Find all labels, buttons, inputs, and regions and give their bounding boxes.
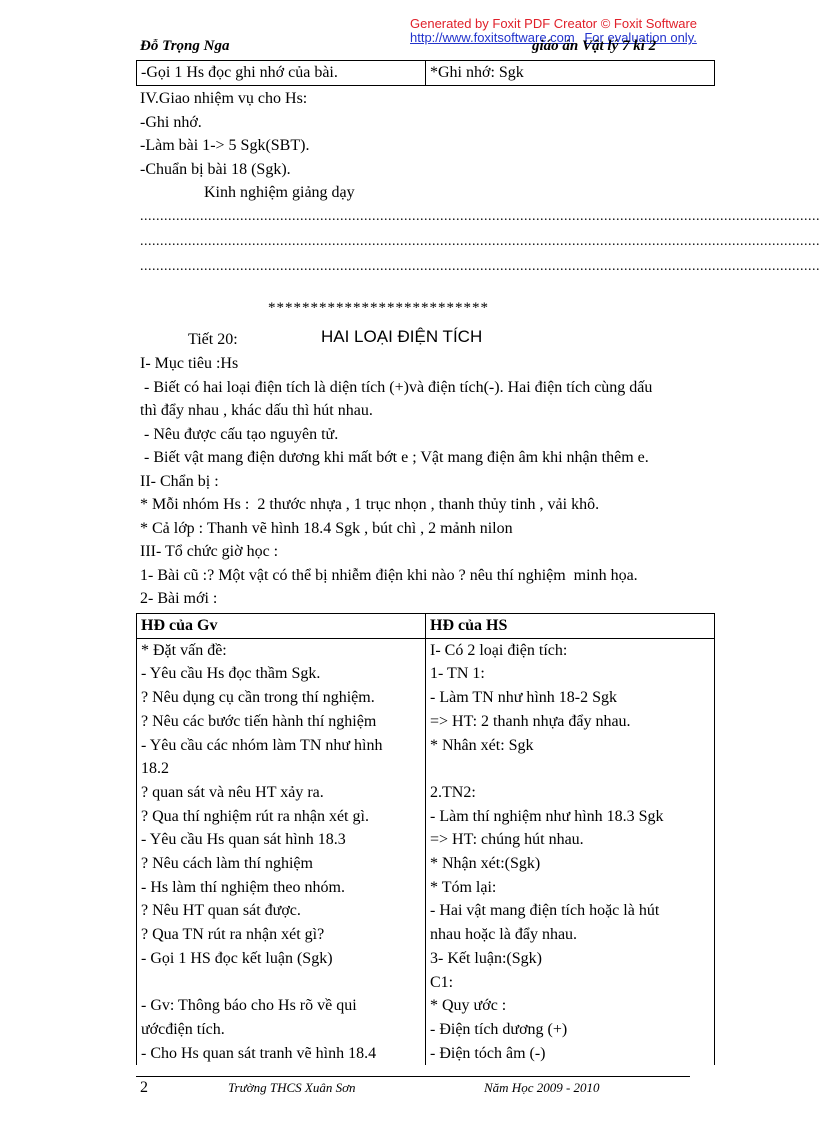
student-activity-line: I- Có 2 loại điện tích: — [430, 641, 568, 659]
dotted-line: .......................................................................................................................................................................... — [140, 259, 820, 274]
watermark-note[interactable]: For evaluation only. — [584, 30, 697, 45]
teacher-activity-line: 18.2 — [141, 760, 169, 778]
activity-table — [136, 613, 715, 1065]
header-subject: giáo án Vật lý 7 kì 2 — [532, 38, 657, 54]
lesson-title: HAI LOẠI ĐIỆN TÍCH — [321, 327, 483, 346]
body-line: 1- Bài cũ :? Một vật có thể bị nhiễm điện khi nào ? nêu thí nghiệm minh họa. — [140, 566, 638, 584]
teacher-activity-line: ? Nêu HT quan sát được. — [141, 902, 301, 920]
section-iv-line: -Ghi nhớ. — [140, 113, 202, 131]
body-line: I- Mục tiêu :Hs — [140, 355, 239, 372]
experience-label: Kinh nghiệm giảng dạy — [204, 184, 355, 201]
student-activity-line: - Làm thí nghiệm như hình 18.3 Sgk — [430, 807, 664, 825]
student-activity-line: - Điện tích dương (+) — [430, 1020, 568, 1038]
body-line: - Biết vật mang điện dương khi mất bớt e ; Vật mang điện âm khi nhận thêm e. — [140, 449, 649, 466]
student-activity-line: => HT: 2 thanh nhựa đẩy nhau. — [430, 712, 631, 730]
watermark-line: Generated by Foxit PDF Creator © Foxit Software — [410, 16, 698, 31]
footer-school: Trường THCS Xuân Sơn — [228, 1080, 356, 1095]
student-activity-line: * Nhân xét: Sgk — [430, 736, 534, 754]
body-line: 2- Bài mới : — [140, 590, 218, 607]
student-activity-line: 3- Kết luận:(Sgk) — [430, 949, 542, 967]
student-column-header: HĐ của HS — [426, 614, 715, 639]
teacher-activity-line: ? Qua thí nghiệm rút ra nhận xét gì. — [141, 807, 369, 825]
teacher-activity-line: - Yêu cầu các nhóm làm TN như hình — [141, 736, 383, 754]
section-iv-line: -Làm bài 1-> 5 Sgk(SBT). — [140, 137, 310, 154]
teacher-activity-line: ướcđiện tích. — [141, 1020, 225, 1038]
lesson-body — [140, 352, 720, 611]
section-iv-line: -Chuẩn bị bài 18 (Sgk). — [140, 160, 291, 178]
top-table-left: -Gọi 1 Hs đọc ghi nhớ của bài. — [137, 61, 426, 86]
student-activity-line: => HT: chúng hút nhau. — [430, 831, 584, 849]
teacher-activity-line: ? quan sát và nêu HT xảy ra. — [141, 783, 324, 801]
teacher-activity-line: - Yêu cầu Hs quan sát hình 18.3 — [141, 831, 346, 849]
top-table — [136, 60, 715, 86]
student-activity-line: * Quy ước : — [430, 997, 507, 1015]
teacher-activity-line: * Đặt vấn đề: — [141, 641, 227, 659]
dotted-line: .......................................................................................................................................................................... — [140, 234, 820, 249]
body-line: - Nêu được cấu tạo nguyên tử. — [140, 425, 339, 443]
student-activity-line: * Nhận xét:(Sgk) — [430, 855, 541, 873]
top-table-right: *Ghi nhớ: Sgk — [426, 61, 715, 86]
student-activity-line: * Tóm lại: — [430, 878, 497, 896]
teacher-activity-line: ? Qua TN rút ra nhận xét gì? — [141, 926, 325, 944]
student-activities — [426, 638, 715, 1065]
teacher-column-header: HĐ của Gv — [137, 614, 426, 639]
footer-rule — [136, 1076, 690, 1077]
teacher-activity-line: - Hs làm thí nghiệm theo nhóm. — [141, 878, 345, 896]
body-line: * Cả lớp : Thanh vẽ hình 18.4 Sgk , bút chì , 2 mảnh nilon — [140, 519, 513, 537]
teacher-activity-line: - Yêu cầu Hs đọc thầm Sgk. — [141, 665, 321, 683]
student-activity-line: 2.TN2: — [430, 783, 476, 801]
stars-separator: ************************** — [268, 300, 489, 316]
section-iv — [140, 87, 355, 205]
body-line: III- Tổ chức giờ học : — [140, 543, 279, 560]
student-activity-line — [430, 757, 710, 781]
teacher-activity-line: - Gọi 1 HS đọc kết luận (Sgk) — [141, 949, 333, 967]
student-activity-line: - Làm TN như hình 18-2 Sgk — [430, 689, 618, 707]
teacher-activities — [137, 638, 426, 1065]
student-activity-line: - Hai vật mang điện tích hoặc là hút — [430, 902, 660, 920]
watermark-url[interactable]: http://www.foxitsoftware.com — [410, 30, 575, 45]
body-line: II- Chẩn bị : — [140, 472, 219, 490]
student-activity-line: 1- TN 1: — [430, 665, 485, 683]
student-activity-line: - Điện tóch âm (-) — [430, 1044, 546, 1062]
teacher-activity-line: ? Nêu các bước tiến hành thí nghiệm — [141, 712, 377, 730]
header-author: Đỗ Trọng Nga — [140, 38, 230, 54]
section-iv-line: IV.Giao nhiệm vụ cho Hs: — [140, 90, 308, 107]
teacher-activity-line: - Cho Hs quan sát tranh vẽ hình 18.4 — [141, 1044, 377, 1062]
body-line: - Biết có hai loại điện tích là diện tích (+)và điện tích(-). Hai điện tích cùng dấu — [140, 378, 653, 396]
dotted-line: .......................................................................................................................................................................... — [140, 209, 820, 224]
teacher-activity-line: ? Nêu cách làm thí nghiệm — [141, 855, 313, 873]
teacher-activity-line — [141, 971, 421, 995]
teacher-activity-line: ? Nêu dụng cụ cần trong thí nghiệm. — [141, 689, 375, 707]
body-line: thì đẩy nhau , khác dấu thì hút nhau. — [140, 402, 373, 419]
lesson-period: Tiết 20: — [188, 331, 238, 348]
student-activity-line: C1: — [430, 973, 454, 991]
teacher-activity-line: - Gv: Thông báo cho Hs rõ về qui — [141, 997, 357, 1015]
footer-year: Năm Học 2009 - 2010 — [484, 1080, 600, 1095]
page-number: 2 — [140, 1079, 148, 1096]
student-activity-line: nhau hoặc là đẩy nhau. — [430, 926, 578, 944]
body-line: * Mỗi nhóm Hs : 2 thước nhựa , 1 trục nhọn , thanh thủy tinh , vải khô. — [140, 496, 600, 513]
